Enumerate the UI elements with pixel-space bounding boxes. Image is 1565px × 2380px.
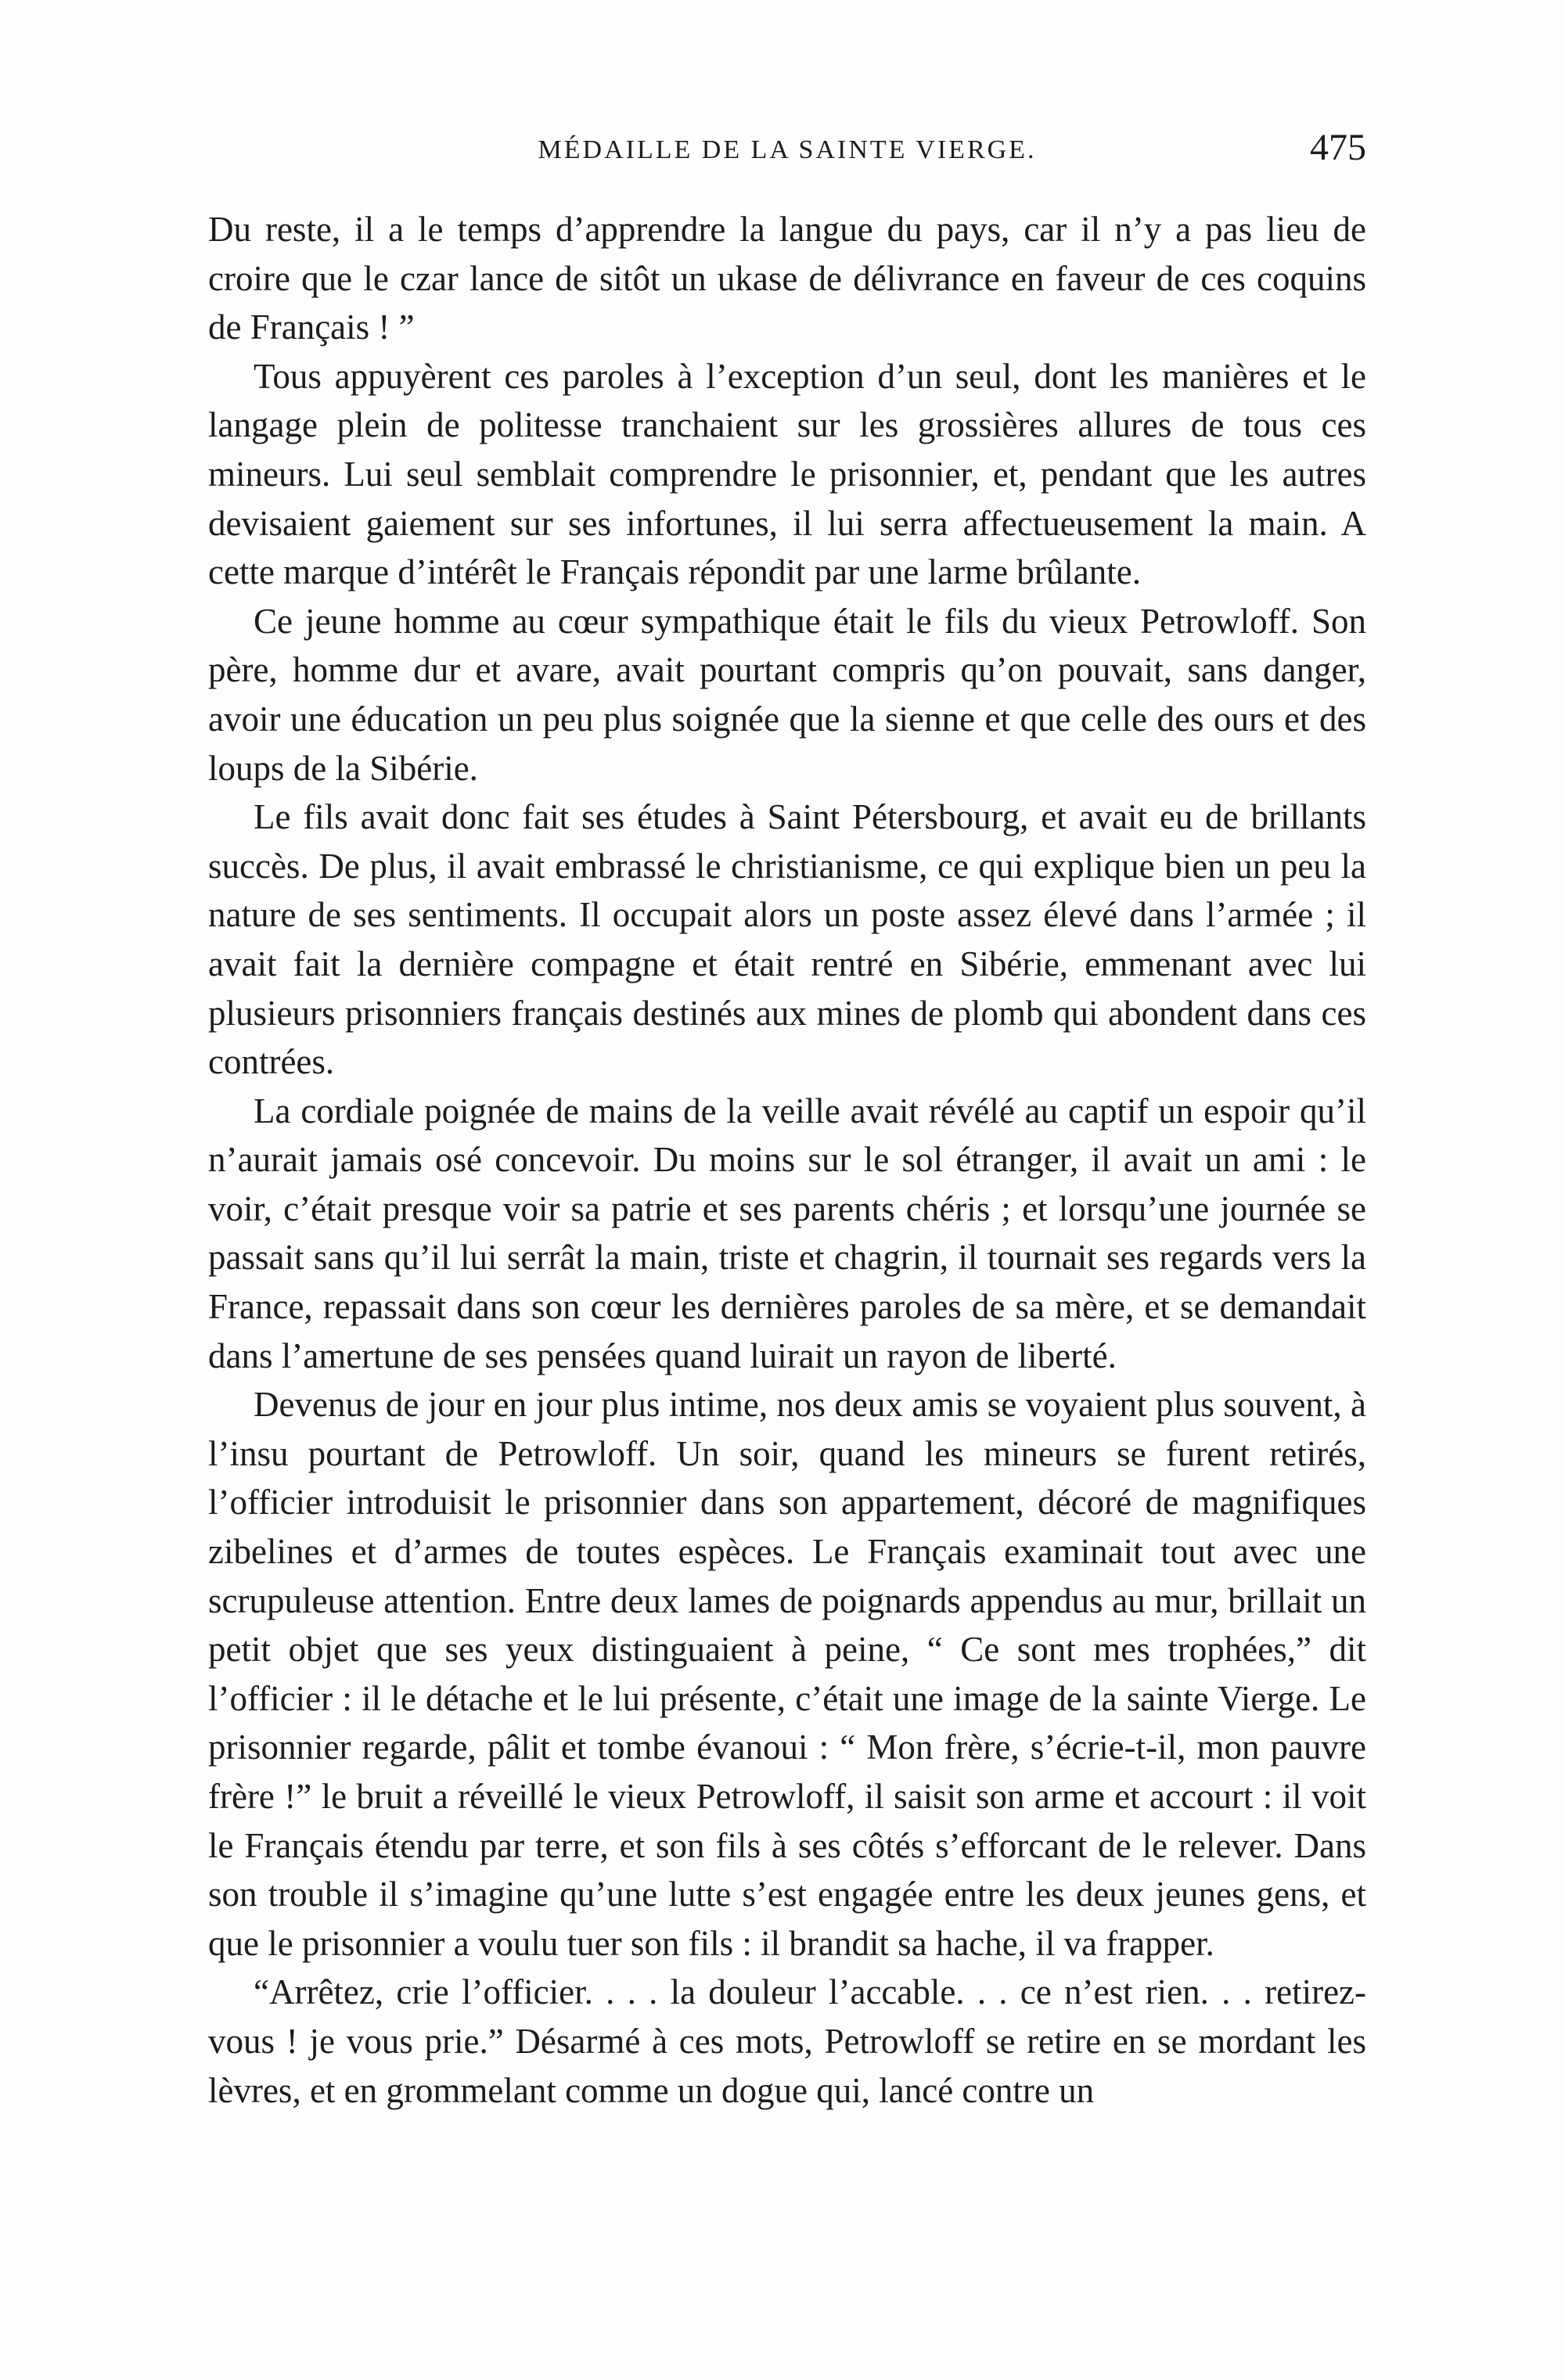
paragraph-2: Tous appuyèrent ces paroles à l’exception d’un seul, dont les manières et le langage plein de politesse tranchaient sur les grossières allures de tous ces mineurs. Lui seul semblait comprendre le prisonnier, et, pendant que les autres devisaient gaiement sur ses infortunes, il lui serra affectueusement la main. A cette marque d’intérêt le Français répondit par une larme brûlante. bbox=[208, 356, 1366, 592]
paragraph-4: Le fils avait donc fait ses études à Saint Pétersbourg, et avait eu de brillants succès. De plus, il avait embrassé le christianisme, ce qui explique bien un peu la nature de ses sentiments. Il occupait alors un poste assez élevé dans l’armée ; il avait fait la dernière compagne et était rentré en Sibérie, emmenant avec lui plusieurs prisonniers français destinés aux mines de plomb qui abondent dans ces contrées. bbox=[208, 797, 1366, 1082]
paragraph-7: “Arrêtez, crie l’officier. . . . la douleur l’accable. . . ce n’est rien. . . retirez-vous ! je vous prie.” Désarmé à ces mots, Petrowloff se retire en se mordant les lèvres, et en grommelant comme un dogue qui, lancé contre un bbox=[208, 1972, 1366, 2110]
running-title: MÉDAILLE DE LA SAINTE VIERGE. bbox=[538, 135, 1037, 164]
paragraph-6: Devenus de jour en jour plus intime, nos deux amis se voyaient plus souvent, à l’insu pourtant de Petrowloff. Un soir, quand les mineurs se furent retirés, l’officier introduisit le prisonnier dans son appartement, décoré de magnifiques zibelines et d’armes de toutes espèces. Le Français examinait tout avec une scrupuleuse attention. Entre deux lames de poignards appendus au mur, brillait un petit objet que ses yeux distinguaient à peine, “ Ce sont mes trophées,” dit l’officier : il le détache et le lui présente, c’était une image de la sainte Vierge. Le prisonnier regarde, pâlit et tombe évanoui : “ Mon frère, s’écrie-t-il, mon pauvre frère !” le bruit a réveillé le vieux Petrowloff, il saisit son arme et accourt : il voit le Français étendu par terre, et son fils à ses côtés s’efforcant de le relever. Dans son trouble il s’imagine qu’une lutte s’est engagée entre les deux jeunes gens, et que le prisonnier a voulu tuer son fils : il brandit sa hache, il va frapper. bbox=[208, 1385, 1366, 1963]
paragraph-1: Du reste, il a le temps d’apprendre la langue du pays, car il n’y a pas lieu de croire que le czar lance de sitôt un ukase de délivrance en faveur de ces coquins de Français ! ” bbox=[208, 210, 1366, 347]
running-head bbox=[208, 129, 1366, 184]
paragraph-3: Ce jeune homme au cœur sympathique était le fils du vieux Petrowloff. Son père, homme dur et avare, avait pourtant compris qu’on pouvait, sans danger, avoir une éducation un peu plus soignée que la sienne et que celle des ours et des loups de la Sibérie. bbox=[208, 601, 1366, 788]
body-text bbox=[208, 205, 1366, 2115]
paragraph-5: La cordiale poignée de mains de la veille avait révélé au captif un espoir qu’il n’aurait jamais osé concevoir. Du moins sur le sol étranger, il avait un ami : le voir, c’était presque voir sa patrie et ses parents chéris ; et lorsqu’une journée se passait sans qu’il lui serrât la main, triste et chagrin, il tournait ses regards vers la France, repassait dans son cœur les dernières paroles de sa mère, et se demandait dans l’amertune de ses pensées quand luirait un rayon de liberté. bbox=[208, 1091, 1366, 1375]
page-number: 475 bbox=[1310, 127, 1366, 168]
